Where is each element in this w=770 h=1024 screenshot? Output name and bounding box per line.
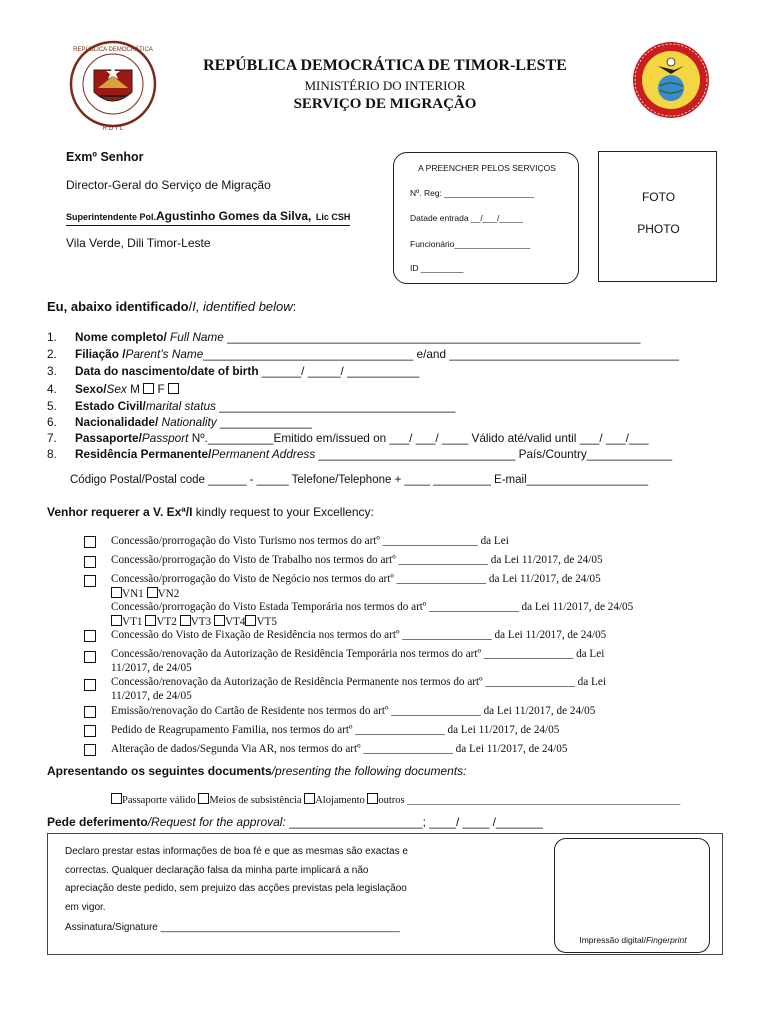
option-business-visa: Concessão/prorrogação do Visto de Negócio nos termos do artº ________________ da Lei 11/2017, de 24/05 <box>111 573 601 585</box>
vt3-checkbox[interactable] <box>180 615 191 626</box>
sex-female-checkbox[interactable] <box>168 383 179 394</box>
office-box-title: A PREENCHER PELOS SERVIÇOS <box>418 163 556 173</box>
addressee-name: Agustinho Gomes da Silva, <box>156 209 312 223</box>
accommodation-checkbox[interactable] <box>304 793 315 804</box>
fingerprint-label: Impressão digital/Fingerprint <box>579 935 687 945</box>
identified-separator: / <box>188 299 193 314</box>
field-number: 2. <box>47 347 57 361</box>
option-family-reunification: Pedido de Reagrupamento Familia, nos termos do artº ________________ da Lei 11/2017, de 24/05 <box>111 724 560 736</box>
document-title: REPÚBLICA DEMOCRÁTICA DE TIMOR-LESTE <box>203 57 567 74</box>
svg-text:REPÚBLICA DEMOCRÁTICA: REPÚBLICA DEMOCRÁTICA <box>73 47 153 53</box>
identified-heading <box>47 299 296 314</box>
field-full-name[interactable]: Nome completo/ Full Name _______________________________________________________________ <box>75 330 641 344</box>
photo-label-pt: FOTO <box>641 190 676 204</box>
declaration-box <box>47 833 723 955</box>
declaration-text: Declaro prestar estas informações de boa fé e que as mesmas são exactas e correctas. Qualquer declaração falsa da minha parte implicará a não apreciação deste pedido, sem prejuizo das acções previstas pela legislaçãoo em vigor. <box>65 846 408 913</box>
option-data-change: Alteração de dados/Segunda Via AR, nos termos do artº ________________ da Lei 11/2017, de 24/05 <box>111 743 568 755</box>
option-checkbox[interactable] <box>84 706 96 718</box>
vn-sub-options: VN1 VN2 <box>111 587 179 601</box>
field-number: 5. <box>47 399 57 413</box>
svg-text:R D T L: R D T L <box>102 126 124 132</box>
option-checkbox[interactable] <box>84 651 96 663</box>
option-checkbox[interactable] <box>84 725 96 737</box>
option-temporary-residence: Concessão/renovação da Autorização de Residência Temporária nos termos do artº ________________ da Lei <box>111 648 605 660</box>
valid-passport-checkbox[interactable] <box>111 793 122 804</box>
option-residence-visa: Concessão do Visto de Fixação de Residência nos termos do artº ________________ da Lei 11/2017, de 24/05 <box>111 629 607 641</box>
signature-field[interactable]: Assinatura/Signature ___________________________________________ <box>65 922 400 933</box>
vt5-checkbox[interactable] <box>245 615 256 626</box>
addressee-greeting: Exmº Senhor <box>66 150 144 164</box>
identified-label-en: I, identified below <box>192 299 293 314</box>
vt-sub-options: VT1 VT2 VT3 VT4 VT5 <box>111 615 277 629</box>
option-checkbox[interactable] <box>84 630 96 642</box>
field-sex[interactable]: Sexo/Sex M F <box>75 382 179 396</box>
field-marital-status[interactable]: Estado Civil/marital status ____________________________________ <box>75 399 456 413</box>
option-checkbox[interactable] <box>84 575 96 587</box>
addressee-name-prefix: Superintendente Pol. <box>66 212 157 222</box>
service-name: SERVIÇO DE MIGRAÇÃO <box>293 96 477 112</box>
field-number: 6. <box>47 415 57 429</box>
field-passport[interactable]: Passaporte/Passport Nº.__________Emitido em/issued on ___/ ___/ ____ Válido até/valid until ___/ ___/___ <box>75 431 649 445</box>
field-number: 4. <box>47 382 57 396</box>
documents-heading: Apresentando os seguintes documents/presenting the following documents: <box>47 764 467 778</box>
option-permanent-residence-cont: 11/2017, de 24/05 <box>111 690 192 702</box>
option-resident-card: Emissão/renovação do Cartão de Residente nos termos do artº ________________ da Lei 11/2017, de 24/05 <box>111 705 596 717</box>
office-reg-field[interactable]: Nº. Reg: ___________________ <box>410 188 535 198</box>
option-checkbox[interactable] <box>84 679 96 691</box>
addressee-position: Director-Geral do Serviço de Migração <box>66 178 271 192</box>
other-documents-field[interactable]: ____________________________________________________ <box>407 795 681 806</box>
office-officer-field[interactable]: Funcionário________________ <box>410 239 531 249</box>
identified-label: Eu, abaixo identificado <box>47 299 189 314</box>
addressee-name-line <box>66 207 350 226</box>
option-checkbox[interactable] <box>84 744 96 756</box>
option-temporary-residence-cont: 11/2017, de 24/05 <box>111 662 192 674</box>
field-number: 1. <box>47 330 57 344</box>
field-date-of-birth[interactable]: Data do nascimento/date of birth ______/ _____/ ___________ <box>75 364 420 378</box>
vt1-checkbox[interactable] <box>111 615 122 626</box>
field-number: 3. <box>47 364 57 378</box>
addressee-name-suffix: Lic CSH <box>315 212 351 222</box>
field-parents[interactable]: Filiação /Parent’s Name________________________________ e/and ___________________________________ <box>75 347 679 361</box>
addressee-location: Vila Verde, Dili Timor-Leste <box>66 236 211 250</box>
option-temporary-stay-visa: Concessão/prorrogação do Visto Estada Temporária nos termos do artº ________________ da Lei 11/2017, de 24/05 <box>111 601 634 613</box>
vn2-checkbox[interactable] <box>147 587 158 598</box>
photo-box[interactable] <box>598 151 717 282</box>
document-options: Passaporte válido Meios de subsistência Alojamento outros ____________________________________________________ <box>111 793 680 806</box>
option-permanent-residence: Concessão/renovação da Autorização de Residência Permanente nos termos do artº ________________ da Lei <box>111 676 606 688</box>
field-number: 7. <box>47 431 57 445</box>
vt2-checkbox[interactable] <box>145 615 156 626</box>
sex-male-checkbox[interactable] <box>143 383 154 394</box>
fingerprint-box[interactable] <box>554 838 710 953</box>
approval-line[interactable]: Pede deferimento/Request for the approval: ____________________; ____/ ____ /_______ <box>47 815 543 829</box>
option-checkbox[interactable] <box>84 556 96 568</box>
field-number: 8. <box>47 447 57 461</box>
field-nationality[interactable]: Nacionalidade/ Nationality ______________ <box>75 415 312 429</box>
request-heading: Venhor requerer a V. Exª/I kindly request to your Excellency: <box>47 505 374 519</box>
office-entry-date-field[interactable]: Datade entrada __/___/_____ <box>410 213 523 223</box>
contact-line[interactable]: Código Postal/Postal code ______ - _____ Telefone/Telephone + ____ _________ E-mail___________________ <box>70 474 649 486</box>
identified-colon: : <box>292 299 297 314</box>
option-work-visa: Concessão/prorrogação do Visto de Trabalho nos termos do artº ________________ da Lei 11/2017, de 24/05 <box>111 554 603 566</box>
other-documents-checkbox[interactable] <box>367 793 378 804</box>
vn1-checkbox[interactable] <box>111 587 122 598</box>
option-checkbox[interactable] <box>84 536 96 548</box>
field-permanent-address[interactable]: Residência Permanente/Permanent Address ______________________________ País/Country_____________ <box>75 447 673 461</box>
office-use-box <box>393 152 579 284</box>
option-tourist-visa: Concessão/prorrogação do Visto Turismo nos termos do artº _________________ da Lei <box>111 535 509 547</box>
photo-label-en: PHOTO <box>637 222 680 236</box>
ministry-name: MINISTÉRIO DO INTERIOR <box>304 78 466 93</box>
vt4-checkbox[interactable] <box>214 615 225 626</box>
subsistence-checkbox[interactable] <box>198 793 209 804</box>
office-id-field[interactable]: ID _________ <box>410 263 464 273</box>
